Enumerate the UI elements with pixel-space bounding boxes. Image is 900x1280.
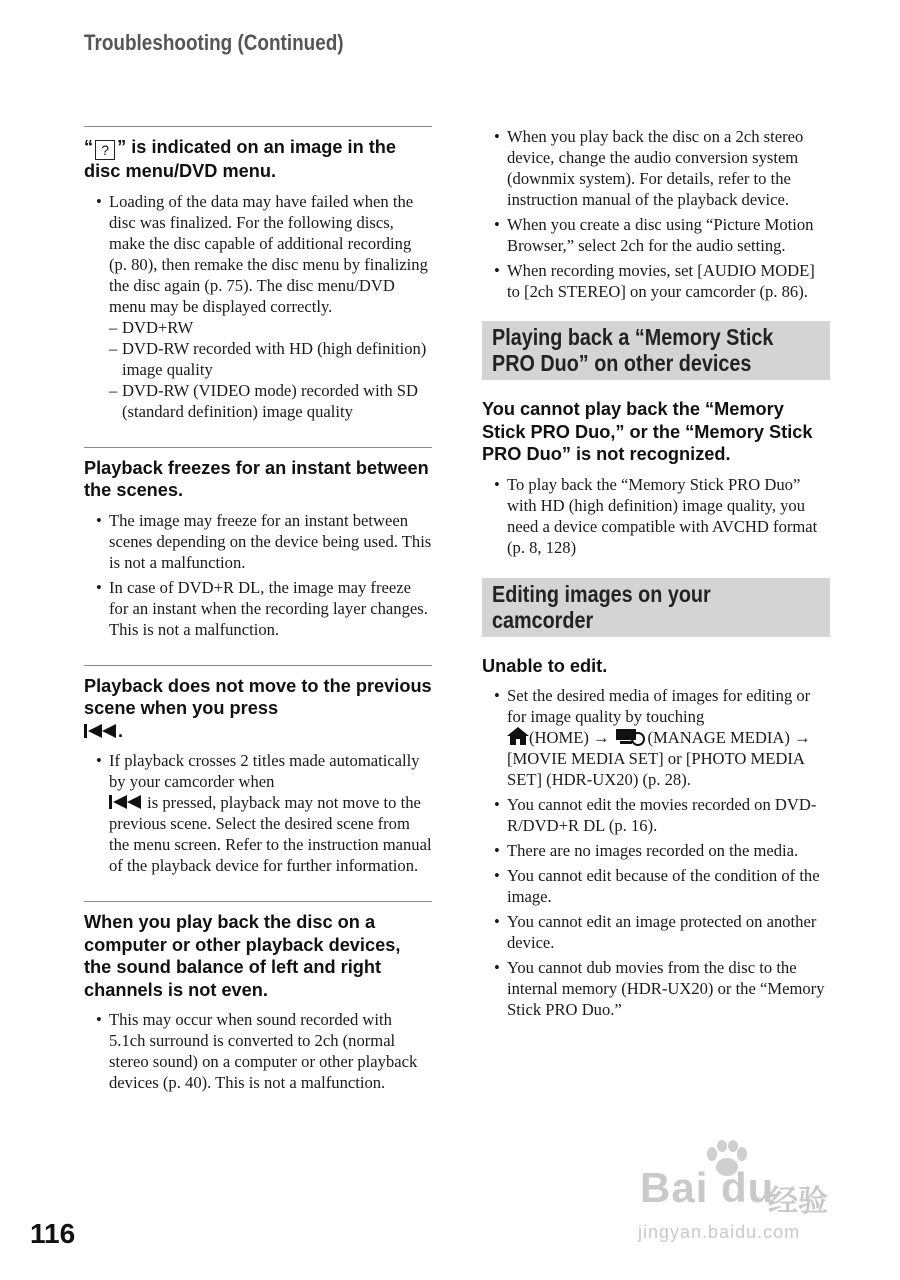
question-heading: Playback does not move to the previous scene when you press . [84,675,432,741]
list-item: – DVD+RW [109,317,432,338]
bullet-list [482,685,830,1020]
list-item: – DVD-RW (VIDEO mode) recorded with SD (standard definition) image quality [109,380,432,422]
section-sound-balance [84,901,432,1093]
question-heading: You cannot play back the “Memory Stick PRO Duo,” or the “Memory Stick PRO Duo” is not recognized. [482,399,813,464]
section-title-memory-stick: Playing back a “Memory Stick PRO Duo” on other devices [482,321,830,380]
list-item: • Set the desired media of images for editing or for image quality by touching (HOME) → (MANAGE MEDIA) →[MOVIE MEDIA SET] or [PHOTO MEDIA SET] (HDR-UX20) (p. 28). [482,685,830,790]
bullet-list [482,126,830,302]
list-item: • There are no images recorded on the media. [482,840,830,861]
home-icon [507,727,529,745]
section-previous-scene [84,665,432,877]
section-disc-menu-question-mark [84,126,432,422]
list-item: – DVD-RW recorded with HD (high definition) image quality [109,338,432,380]
question-heading: Unable to edit. [482,655,608,676]
question-mark-icon: ? [95,140,115,160]
page-title: Troubleshooting (Continued) [84,30,344,55]
list-item: • In case of DVD+R DL, the image may freeze for an instant when the recording layer changes. This is not a malfunction. [84,577,432,640]
question-heading: Playback freezes for an instant between the scenes. [84,457,429,500]
bullet-list [482,474,830,558]
watermark-logo-text: Bai du [640,1164,775,1211]
right-column [482,126,830,1024]
list-item: • When recording movies, set [AUDIO MODE] to [2ch STEREO] on your camcorder (p. 86). [482,260,830,302]
bullet-list [84,750,432,876]
list-item: • This may occur when sound recorded with 5.1ch surround is converted to 2ch (normal stereo sound) on a computer or other playback devices (p. 40). This is not a malfunction. [84,1009,432,1093]
list-item: • You cannot edit because of the condition of the image. [482,865,830,907]
section-playback-freezes [84,447,432,640]
list-item: • You cannot edit an image protected on another device. [482,911,830,953]
watermark-url: jingyan.baidu.com [638,1222,801,1242]
manage-media-icon [614,728,648,746]
bullet-list [84,510,432,640]
list-item: • When you create a disc using “Picture Motion Browser,” select 2ch for the audio setting. [482,214,830,256]
question-heading: “ ? ” is indicated on an image in the disc menu/DVD menu. [84,137,397,181]
baidu-watermark [632,1140,852,1250]
bullet-list [84,1009,432,1093]
list-item: • Loading of the data may have failed when the disc was finalized. For the following discs, make the disc capable of additional recording (p. 80), then remake the disc menu by finalizing the disc again (p. 75). The disc menu/DVD menu may be displayed correctly. – DVD+RW – DVD-RW recorded with HD (high definition) image quality – DVD-RW (VIDEO mode) recorded with SD (standard definition) image quality [84,191,432,422]
previous-button-icon [109,795,143,809]
watermark-chinese-text: 经验 [768,1185,828,1218]
left-column [84,126,432,1097]
previous-button-icon [84,724,118,738]
list-item: • The image may freeze for an instant between scenes depending on the device being used. This is not a malfunction. [84,510,432,573]
section-title-editing: Editing images on your camcorder [482,578,830,637]
list-item: • To play back the “Memory Stick PRO Duo” with HD (high definition) image quality, you need a device compatible with AVCHD format (p. 8, 128) [482,474,830,558]
bullet-list [84,191,432,422]
list-item: • You cannot dub movies from the disc to the internal memory (HDR-UX20) or the “Memory Stick PRO Duo.” [482,957,830,1020]
list-item: • If playback crosses 2 titles made automatically by your camcorder when is pressed, playback may not move to the previous scene. Select the desired scene from the menu screen. Refer to the instruction manual of the playback device for further information. [84,750,432,876]
list-item: • When you play back the disc on a 2ch stereo device, change the audio conversion system (downmix system). For details, refer to the instruction manual of the playback device. [482,126,830,210]
list-item: • You cannot edit the movies recorded on DVD-R/DVD+R DL (p. 16). [482,794,830,836]
question-heading: When you play back the disc on a computer or other playback devices, the sound balance of left and right channels is not even. [84,912,401,1000]
page-number: 116 [30,1218,76,1249]
dash-list [109,317,432,422]
